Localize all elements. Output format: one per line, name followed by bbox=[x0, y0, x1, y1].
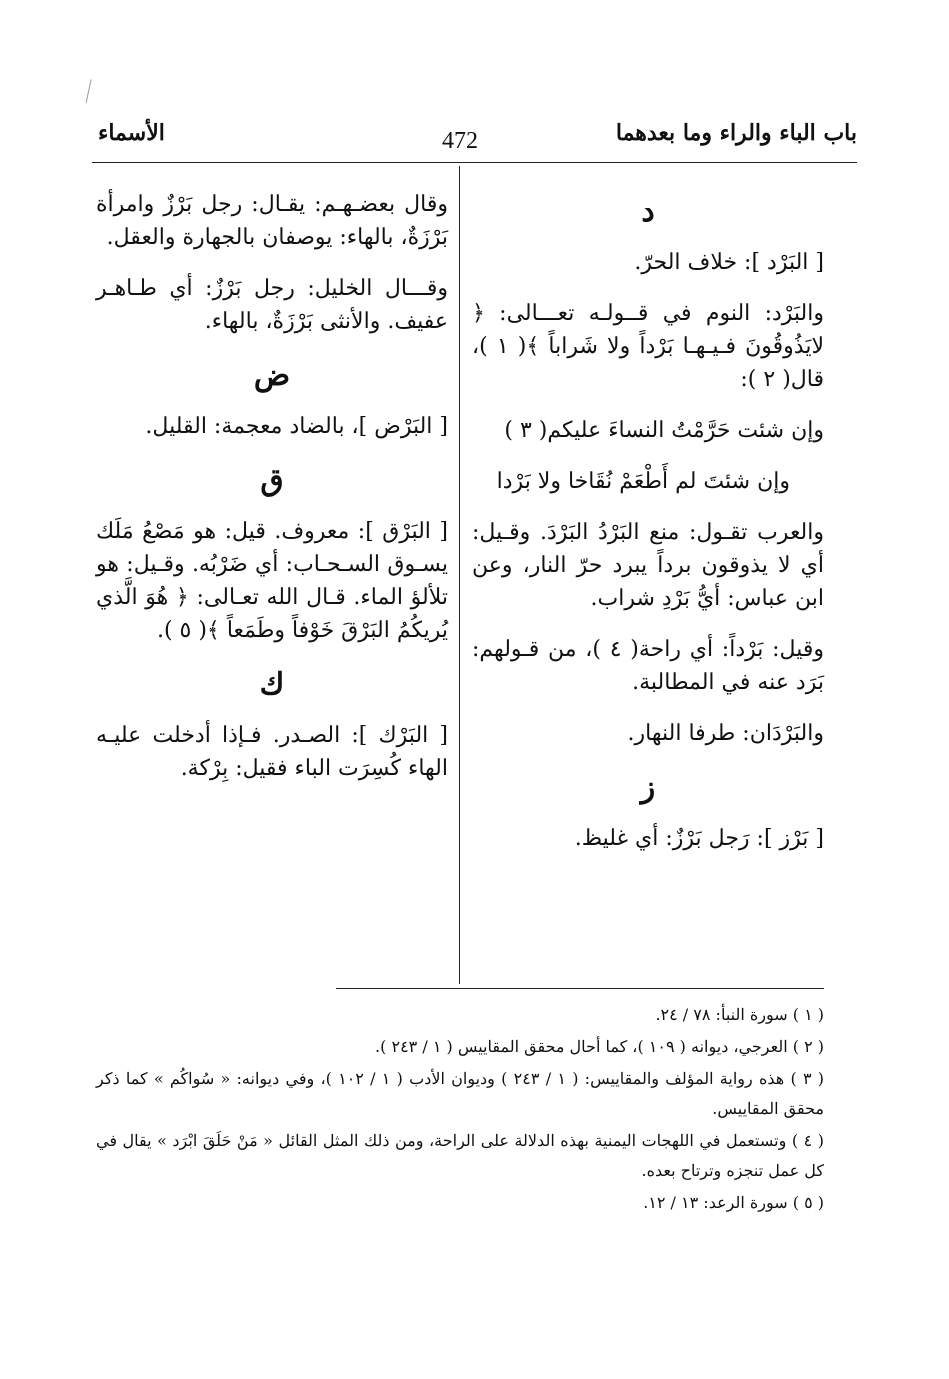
footnote-4: ( ٤ ) وتستعمل في اللهجات اليمنية بهذه الدلالة على الراحة، ومن ذلك المثل القائل « مَنْ حَلَقَ ابْرَد » يقال في كل عمل تنجزه وترتاح بعده. bbox=[96, 1131, 825, 1180]
header-rule bbox=[92, 162, 857, 163]
poem-verse-1: وإن شئت حَرَّمْتُ النساءَ عليكم( ٣ ) bbox=[504, 418, 824, 443]
running-head-section: الأسماء bbox=[98, 120, 165, 146]
column-divider bbox=[459, 166, 460, 984]
section-letter-zay: ز bbox=[640, 770, 656, 805]
entry-bard-sleep: والبَرْد: النوم في قــولـه تعـــالى: ﴿ لايَذُوقُونَ فـيـهـا بَرْداً ولا شَراباً ﴾( ١ )، قال( ٢ ): bbox=[472, 301, 824, 392]
footnote-3: ( ٣ ) هذه رواية المؤلف والمقاييس: ( ١ / ٢٤٣ ) وديوان الأدب ( ١ / ١٠٢ )، وفي ديوانه: « سُواكُم » كما ذكر محقق المقاييس. bbox=[96, 1069, 825, 1118]
entry-bard-dad: [ البَرْض ]، بالضاد معجمة: القليل. bbox=[145, 414, 448, 439]
entry-barq: [ البَرْق ]: معروف. قيل: هو مَصْعُ مَلَك يسـوق السـحـاب: أي ضَرْبُه. وقـيل: هو تلألؤ الماء. قـال الله تعـالى: ﴿ هُوَ الَّذي يُريكُمُ البَرْقَ خَوْفاً وطَمَعاً ﴾( ٥ ). bbox=[96, 519, 448, 643]
entry-barz-khalil: وقـــال الخليل: رجل بَرْزٌ: أي طـاهـر عفيف. والأنثى بَرْزَةٌ، بالهاء. bbox=[96, 276, 448, 334]
entry-bard-arab: والعرب تقـول: منع البَرْدُ البَرْدَ. وقـيل: أي لا يذوقون برداً يبرد حرّ النار، وعن ابن عباس: أيُّ بَرْدِ شراب. bbox=[472, 520, 824, 611]
section-letter-qaf: ق bbox=[260, 463, 284, 498]
footnote-1: ( ١ ) سورة النبأ: ٧٨ / ٢٤. bbox=[655, 1005, 824, 1024]
entry-bardan: والبَرْدَان: طرفا النهار. bbox=[627, 721, 824, 746]
footnote-rule bbox=[336, 988, 824, 989]
margin-mark bbox=[86, 79, 100, 104]
section-letter-kaf: ك bbox=[259, 667, 285, 702]
footnote-5: ( ٥ ) سورة الرعد: ١٣ / ١٢. bbox=[643, 1193, 824, 1212]
entry-bard: [ البَرْد ]: خلاف الحرّ. bbox=[634, 250, 824, 275]
entry-bard-rest: وقيل: بَرْداً: أي راحة( ٤ )، من قـولهم: بَرَد عنه في المطالبة. bbox=[472, 637, 824, 695]
left-column bbox=[96, 188, 448, 803]
footnotes bbox=[96, 1000, 824, 1220]
section-letter-dad: ض bbox=[253, 358, 291, 393]
right-column bbox=[472, 188, 824, 873]
footnote-2: ( ٢ ) العرجي، ديوانه ( ١٠٩ )، كما أحال محقق المقاييس ( ١ / ٢٤٣ ). bbox=[375, 1037, 824, 1056]
running-head-chapter: باب الباء والراء وما بعدهما bbox=[615, 120, 857, 146]
entry-bark: [ البَرْك ]: الصـدر. فـإذا أدخلت عليـه الهاء كُسِرَت الباء فقيل: بِرْكة. bbox=[96, 723, 448, 781]
poem-verse-2: وإن شئتَ لم أَطْعَمْ نُقَاخا ولا بَرْدا bbox=[496, 469, 790, 494]
entry-barz-continued: وقال بعضـهـم: يقـال: رجل بَرْزٌ وامرأة بَرْزَةٌ، بالهاء: يوصفان بالجهارة والعقل. bbox=[96, 192, 448, 250]
page-number: 472 bbox=[442, 128, 478, 154]
entry-barz: [ بَرْز ]: رَجل بَرْزٌ: أي غليظ. bbox=[574, 826, 824, 851]
section-letter-dal: د bbox=[641, 194, 655, 229]
